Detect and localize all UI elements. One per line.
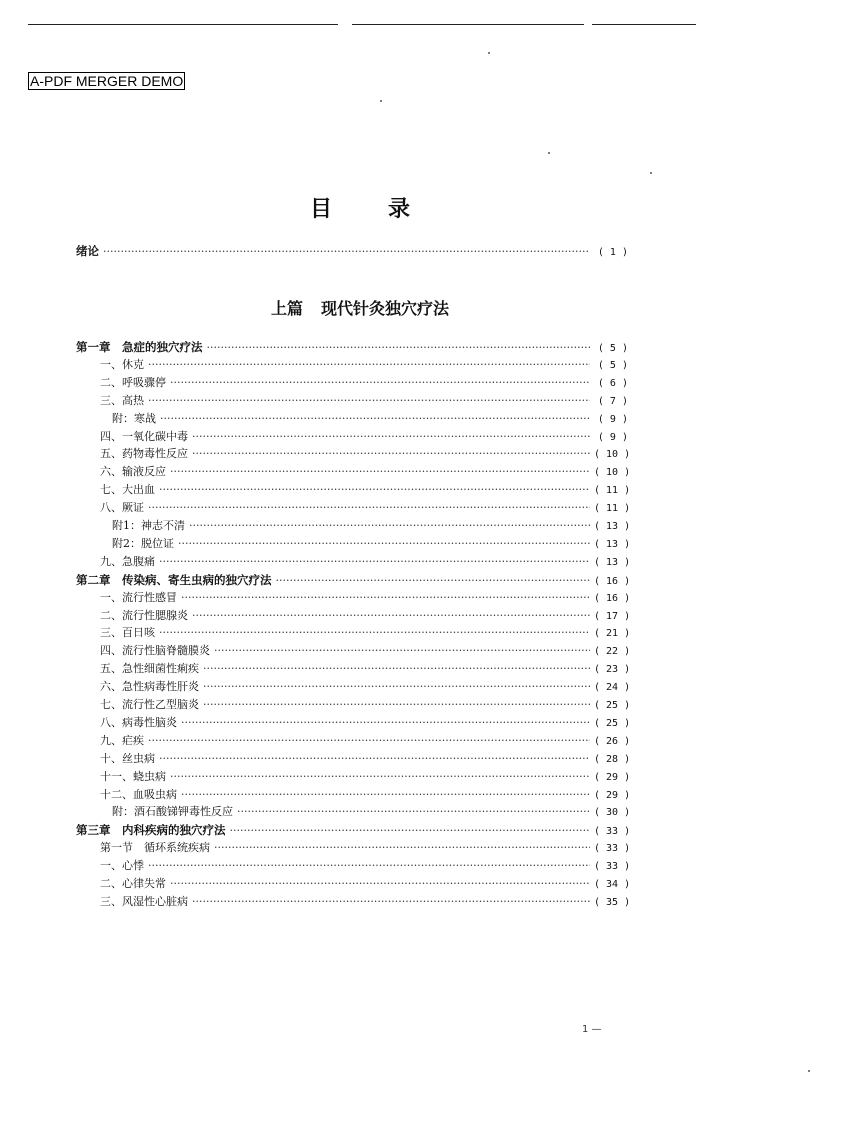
toc-entry-page: ( 22 ) — [594, 646, 631, 658]
toc-entry-page: ( 34 ) — [594, 879, 631, 890]
toc-entry-label: 九、疟疾 — [100, 733, 144, 747]
toc-entry-page: ( 28 ) — [594, 753, 631, 765]
toc-entry-label: 三、百日咳 — [100, 626, 155, 640]
toc-entry-label: 六、输液反应 — [100, 465, 166, 479]
dot-leader — [170, 770, 590, 784]
toc-entry-label: 五、急性细菌性痢疾 — [100, 662, 199, 676]
dot-leader — [192, 447, 590, 461]
dot-leader — [103, 245, 590, 259]
watermark-label: A-PDF MERGER DEMO — [30, 73, 184, 89]
toc-entry-row — [100, 590, 631, 606]
dot-leader — [237, 805, 590, 819]
toc-entry-page: ( 13 ) — [594, 538, 631, 550]
toc-entry-page: ( 29 ) — [594, 771, 631, 783]
toc-entry-label: 四、一氧化碳中毒 — [100, 429, 188, 443]
toc-entry-page: ( 10 ) — [594, 467, 631, 479]
dot-leader — [203, 662, 590, 676]
header-rule-2 — [352, 24, 584, 25]
toc-entry-row — [100, 554, 631, 570]
toc-entry-row — [112, 805, 631, 820]
dot-leader — [214, 644, 590, 658]
dot-leader — [181, 788, 590, 802]
toc-entry-row — [100, 769, 631, 785]
toc-entry-row — [100, 841, 631, 856]
toc-entry-row — [100, 751, 631, 767]
toc-entry-label: 七、大出血 — [100, 483, 155, 497]
part-heading — [0, 296, 720, 319]
dot-leader — [170, 465, 590, 479]
toc-entry-page: ( 13 ) — [594, 521, 631, 532]
toc-entry-label: 三、高热 — [100, 393, 144, 407]
toc-entry-page: ( 5 ) — [597, 343, 628, 354]
toc-entry-label: 三、风湿性心脏病 — [100, 894, 188, 908]
toc-entry-label: 八、病毒性脑炎 — [100, 715, 177, 729]
toc-entry-page: ( 33 ) — [594, 826, 631, 838]
toc-entry-row — [100, 894, 631, 910]
toc-entry-page: ( 35 ) — [594, 896, 631, 908]
page-number: 1 — — [582, 1024, 602, 1035]
toc-entry-label: 附2：脱位证 — [112, 536, 174, 550]
dot-leader — [207, 341, 591, 355]
toc-entry-row — [100, 358, 628, 373]
toc-entry-row — [100, 680, 631, 695]
scan-speck — [808, 1070, 810, 1072]
toc-entry-row — [112, 519, 631, 534]
dot-leader — [214, 841, 590, 855]
scan-speck — [548, 152, 550, 154]
toc-entry-label: 二、心律失常 — [100, 877, 166, 890]
toc-entry-label: 一、心悸 — [100, 859, 144, 873]
toc-entry-label: 第三章 内科疾病的独穴疗法 — [76, 823, 226, 838]
toc-entry-page: ( 9 ) — [597, 431, 628, 443]
toc-entry-label: 九、急腹痛 — [100, 554, 155, 568]
toc-entry-row — [100, 376, 628, 391]
dot-leader — [192, 430, 590, 444]
toc-entry-page: ( 7 ) — [597, 395, 628, 407]
page-title: 目录 — [309, 197, 466, 222]
scan-speck — [650, 172, 652, 174]
toc-entry-row — [100, 483, 631, 498]
toc-entry-row — [100, 733, 631, 749]
dot-leader — [148, 501, 590, 515]
dot-leader — [189, 519, 590, 533]
dot-leader — [192, 895, 590, 909]
toc-entry-page: ( 5 ) — [597, 359, 628, 371]
toc-entry-label: 十二、血吸虫病 — [100, 787, 177, 801]
toc-entry-page: ( 25 ) — [594, 717, 631, 729]
toc-entry-page: ( 33 ) — [594, 843, 631, 855]
part-title: 现代针灸独穴疗法 — [321, 299, 450, 318]
toc-entry-page: ( 9 ) — [597, 413, 628, 425]
toc-entry-page: ( 26 ) — [594, 735, 631, 747]
toc-entry-label: 五、药物毒性反应 — [100, 447, 188, 461]
toc-entry-page: ( 16 ) — [594, 575, 631, 587]
toc-chapter-row — [76, 572, 631, 589]
scan-speck — [488, 52, 490, 54]
toc-entry-label: 附：酒石酸锑钾毒性反应 — [112, 805, 233, 819]
toc-chapter-row — [76, 823, 631, 839]
toc-entry-page: ( 17 ) — [594, 610, 631, 622]
toc-entry-row — [100, 430, 628, 445]
toc-entry-page: ( 24 ) — [594, 682, 631, 694]
dot-leader — [230, 824, 591, 838]
toc-entry-row — [100, 626, 631, 641]
toc-entry-label: 六、急性病毒性肝炎 — [100, 680, 199, 694]
toc-entry-label: 八、厥证 — [100, 501, 144, 515]
toc-entry-label: 第一章 急症的独穴疗法 — [76, 340, 203, 354]
toc-entry-label: 附：寒战 — [112, 411, 156, 425]
toc-entry-row — [100, 608, 631, 624]
toc-entry-page: ( 30 ) — [594, 807, 631, 819]
dot-leader — [159, 483, 590, 497]
dot-leader — [159, 626, 590, 640]
toc-entry-row — [100, 877, 631, 892]
dot-leader — [148, 859, 590, 873]
toc-entry-row — [100, 787, 631, 803]
dot-leader — [148, 394, 590, 408]
toc-entry-page: ( 11 ) — [594, 503, 631, 515]
toc-entry-row — [100, 465, 631, 480]
toc-entry-page: ( 10 ) — [594, 449, 631, 461]
toc-entry-page: ( 16 ) — [594, 592, 631, 604]
toc-entry-label: 二、流行性腮腺炎 — [100, 608, 188, 622]
toc-entry-label: 第一节 循环系统疾病 — [100, 841, 210, 855]
toc-entry-row — [100, 501, 631, 516]
toc-entry-label: 十一、蛲虫病 — [100, 769, 166, 783]
toc-entry-row — [100, 644, 631, 659]
toc-entry-page: ( 29 ) — [594, 789, 631, 801]
dot-leader — [159, 555, 590, 569]
dot-leader — [276, 574, 591, 588]
toc-entry-row — [100, 859, 631, 874]
dot-leader — [181, 716, 590, 730]
toc-entry-page: ( 13 ) — [594, 556, 631, 568]
toc-entry-page: ( 23 ) — [594, 664, 631, 676]
dot-leader — [148, 358, 590, 372]
toc-entry-page: ( 33 ) — [594, 861, 631, 873]
header-rule-1 — [28, 24, 338, 25]
toc-chapter-row — [76, 340, 628, 356]
part-label: 上篇 — [270, 299, 303, 318]
dot-leader — [170, 877, 590, 891]
dot-leader — [178, 537, 590, 551]
toc-entry-row — [100, 447, 631, 462]
toc-entry-row — [100, 715, 631, 731]
dot-leader — [203, 680, 590, 694]
toc-entry-label: 二、呼吸骤停 — [100, 375, 166, 389]
dot-leader — [192, 609, 590, 623]
toc-entry-row — [112, 536, 631, 552]
toc-intro-row — [76, 244, 628, 260]
toc-entry-row — [112, 412, 628, 427]
toc-entry-label: 一、流行性感冒 — [100, 590, 177, 604]
toc-entry-page: ( 6 ) — [597, 377, 628, 389]
toc-entry-row — [100, 394, 628, 409]
toc-intro-label: 绪论 — [76, 244, 99, 258]
toc-entry-row — [100, 698, 631, 713]
toc-intro-page: ( 1 ) — [597, 247, 628, 258]
scan-speck — [380, 100, 382, 102]
dot-leader — [170, 376, 590, 390]
toc-entry-label: 附1：神志不清 — [112, 519, 185, 532]
dot-leader — [181, 591, 590, 605]
toc-entry-row — [100, 662, 631, 677]
toc-entry-page: ( 21 ) — [594, 628, 631, 640]
toc-entry-page: ( 25 ) — [594, 700, 631, 711]
toc-entry-label: 一、休克 — [100, 357, 144, 371]
header-rule-3 — [592, 24, 696, 25]
dot-leader — [148, 734, 590, 748]
toc-entry-label: 七、流行性乙型脑炎 — [100, 698, 199, 711]
toc-entry-label: 第二章 传染病、寄生虫病的独穴疗法 — [76, 572, 272, 587]
dot-leader — [203, 698, 590, 712]
dot-leader — [159, 752, 590, 766]
toc-entry-page: ( 11 ) — [594, 485, 631, 497]
toc-entry-label: 十、丝虫病 — [100, 751, 155, 765]
toc-entry-label: 四、流行性脑脊髓膜炎 — [100, 644, 210, 658]
dot-leader — [160, 412, 590, 426]
